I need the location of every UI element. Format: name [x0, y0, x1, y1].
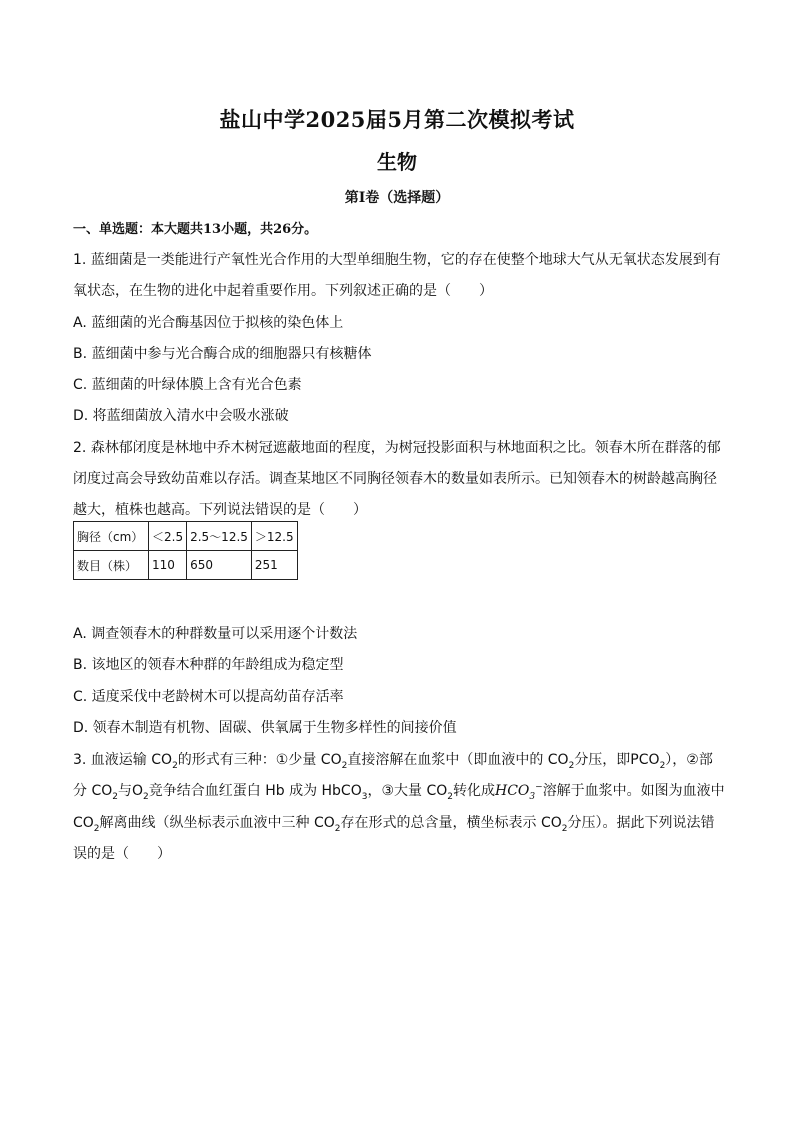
q3-text: 解离曲线（纵坐标表示血液中三种 CO	[99, 815, 335, 831]
q3-text: 分压，即PCO	[574, 752, 660, 768]
q2-stem-line2: 闭度过高会导致幼苗难以存活。调查某地区不同胸径领春木的数量如表所示。已知领春木的树龄越高胸径	[73, 471, 717, 487]
q1-option-a: A. 蓝细菌的光合酶基因位于拟核的染色体上	[73, 315, 344, 331]
table-row	[74, 551, 298, 580]
table-row	[74, 522, 298, 551]
exam-title: 盐山中学2025届5月第二次模拟考试	[219, 107, 575, 132]
q3-stem-line1	[73, 749, 713, 771]
q2-stem-line3: 越大，植株也越高。下列说法错误的是（ ）	[73, 502, 367, 518]
subscript: 2	[568, 760, 575, 771]
q1-stem-line2: 氧状态，在生物的进化中起着重要作用。下列叙述正确的是（ ）	[73, 283, 493, 299]
q2-option-b: B. 该地区的领春木种群的年龄组成为稳定型	[73, 657, 344, 673]
subscript: 2	[447, 791, 453, 802]
q3-text: CO	[73, 815, 94, 831]
q3-text: 存在形式的总含量，横坐标表示 CO	[340, 815, 562, 831]
subscript: 2	[112, 791, 118, 802]
q2-stem-line1: 2. 森林郁闭度是林地中乔木树冠遮蔽地面的程度，为树冠投影面积与林地面积之比。领春木所在群落的郁	[73, 440, 721, 456]
q3-text: 3. 血液运输 CO	[73, 752, 173, 768]
table-cell: ＜2.5	[149, 522, 187, 551]
q3-stem-line4: 误的是（ ）	[73, 846, 171, 862]
table-cell: 胸径（cm）	[74, 522, 149, 551]
q2-option-d: D. 领春木制造有机物、固碳、供氧属于生物多样性的间接价值	[73, 720, 457, 736]
bicarbonate-formula	[495, 782, 543, 802]
q3-text: ），②部	[665, 752, 713, 768]
table-cell: 650	[187, 551, 252, 580]
subscript: 3	[361, 791, 368, 802]
subscript: 2	[93, 823, 100, 834]
q3-text: 分压）。据此下列说法错	[567, 815, 715, 831]
q1-stem-line1: 1. 蓝细菌是一类能进行产氧性光合作用的大型单细胞生物，它的存在使整个地球大气从无氧状态发展到有	[73, 252, 721, 268]
q3-text: 直接溶解在血浆中（即血液中的 CO	[347, 752, 569, 768]
q1-option-b: B. 蓝细菌中参与光合酶合成的细胞器只有核糖体	[73, 346, 372, 362]
chest-diameter-table	[73, 521, 298, 580]
table-cell: 2.5～12.5	[187, 522, 252, 551]
q3-stem-line3	[73, 812, 715, 834]
table-cell: 数目（株）	[74, 551, 149, 580]
q3-text: 转化成	[453, 783, 495, 799]
subscript: 2	[143, 791, 149, 802]
q3-text: 分 CO	[73, 783, 113, 799]
q2-option-a: A. 调查领春木的种群数量可以采用逐个计数法	[73, 626, 358, 642]
formula-text: HCO	[495, 783, 530, 799]
subscript: 2	[334, 823, 341, 834]
subscript: 2	[341, 760, 348, 771]
subscript: 3	[529, 791, 536, 802]
q3-text: ，③大量 CO	[367, 783, 448, 799]
superscript: −	[535, 782, 543, 793]
q1-option-c: C. 蓝细菌的叶绿体膜上含有光合色素	[73, 377, 302, 393]
q3-text: 竞争结合血红蛋白 Hb 成为 HbCO	[148, 783, 362, 799]
q2-option-c: C. 适度采伐中老龄树木可以提高幼苗存活率	[73, 689, 344, 705]
q3-stem-line2	[73, 780, 725, 802]
subscript: 2	[561, 823, 568, 834]
q3-text: 与O	[117, 783, 144, 799]
section-heading: 一、单选题：本大题共13小题，共26分。	[73, 222, 318, 237]
volume-title: 第I卷（选择题）	[344, 190, 450, 206]
table-cell: 251	[251, 551, 297, 580]
subject-title: 生物	[377, 150, 417, 174]
subscript: 2	[172, 760, 178, 771]
table-cell: 110	[149, 551, 187, 580]
table-cell: ＞12.5	[251, 522, 297, 551]
q3-text: 溶解于血浆中。如图为血液中	[542, 783, 725, 799]
q3-text: 的形式有三种：①少量 CO	[177, 752, 342, 768]
q1-option-d: D. 将蓝细菌放入清水中会吸水涨破	[73, 408, 289, 424]
subscript: 2	[659, 760, 666, 771]
